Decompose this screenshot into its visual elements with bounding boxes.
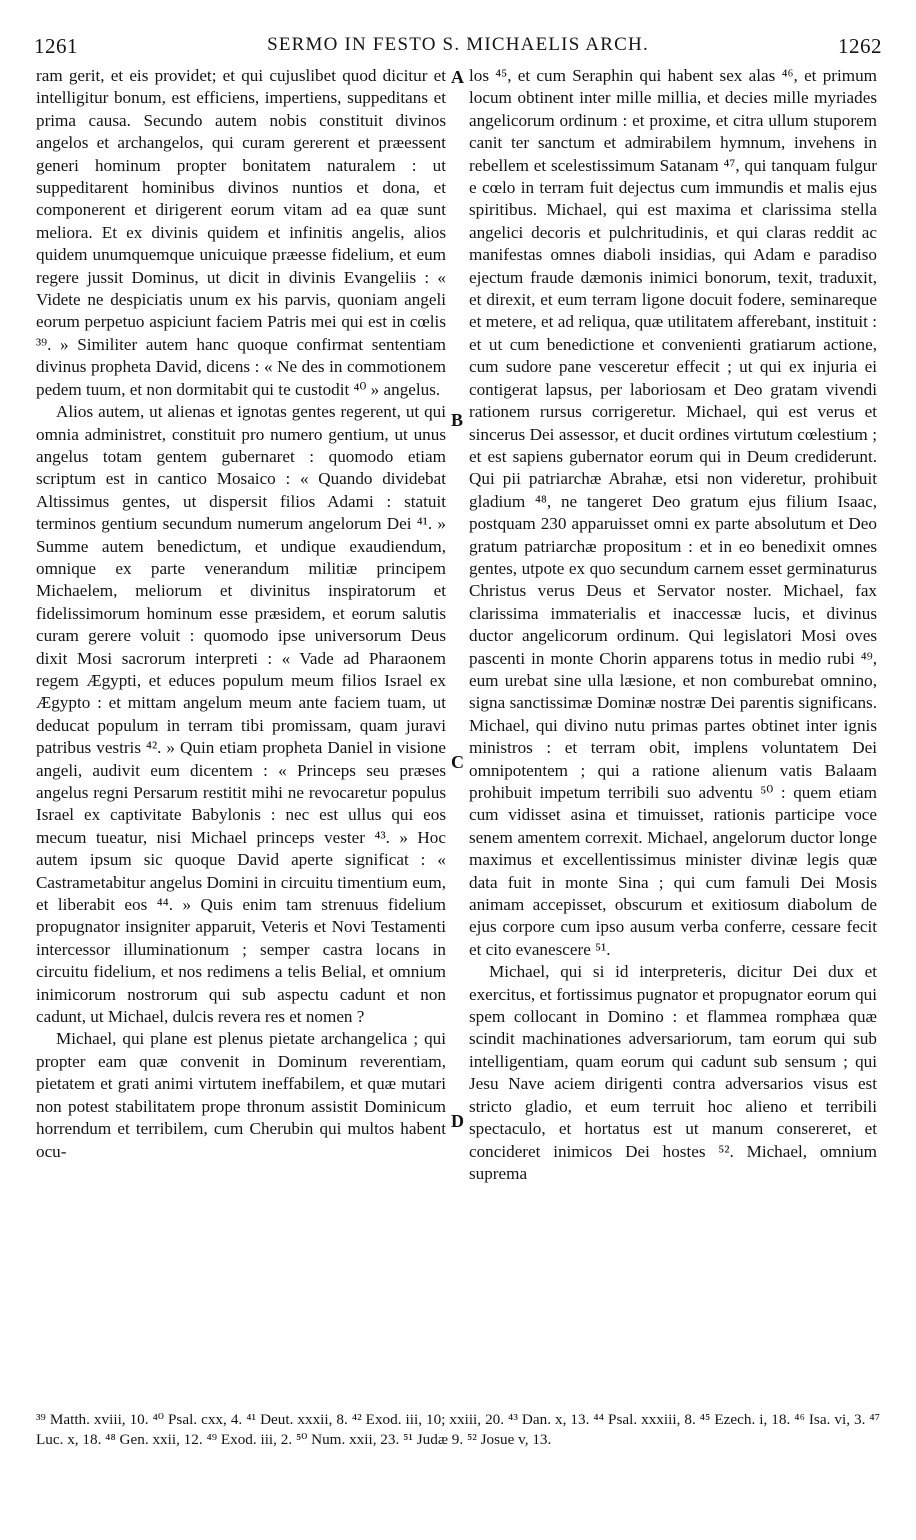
running-title: SERMO IN FESTO S. MICHAELIS ARCH. bbox=[267, 34, 649, 55]
right-column bbox=[469, 65, 877, 1185]
left-column bbox=[36, 65, 446, 1163]
paragraph: ram gerit, et eis providet; et qui cujuslibet quod dicitur et intelligitur bonum, est efficiens, impertiens, suppeditans et prima causa. Secundo autem nobis constituit divinos angelos et archangelos, qui curam gererent et præessent generi hominum propter bonitatem naturalem : ut suppeditarent hominibus divinos nuntios et dona, et componerent et dirigerent eorum vitam ad ea quæ sunt meliora. Et ex divinis quidem et infinitis angelis, alios quidem unumquemque unicuique præesse fidelium, et eum regere jussit Dominus, ut dicit in divinis Evangeliis : « Videte ne despiciatis unum ex his parvis, quoniam angeli eorum perpetuo aspiciunt faciem Patris mei qui est in cœlis ³⁹. » Similiter autem hanc quoque confirmat sententiam divinus propheta David, dicens : « Ne des in commotionem pedem tuum, et non dormitabit qui te custodit ⁴⁰ » angelus. bbox=[36, 66, 446, 399]
paragraph: Alios autem, ut alienas et ignotas gentes regerent, ut qui omnia administret, constituit pro numero gentium, ut unus angelus totam gentem gubernaret : quomodo etiam scriptum est in cantico Mosaico : « Quando dividebat Altissimus gentes, ut dispersit filios Adami : statuit terminos gentium secundum numerum angelorum Dei ⁴¹. » Summe autem benedictum, et undique exaudiendum, omnique ex parte venerandum militiæ principem Michaelem, meliorum et divinitus inspiratorum et fidelissimorum hominum esse præsidem, et eorum salutis curam gerere voluit : quomodo ipse universorum Deus dixit Mosi sacrorum interpreti : « Vade ad Pharaonem regem Ægypti, et educes populum meum filios Israel ex Ægypto : et mittam angelum meum ante faciem tuam, ut deducat populum in terram tibi promissam, quam juravi patribus vestris ⁴². » Quin etiam propheta Daniel in visione angeli, audivit eum dicentem : « Princeps seu præses angelus regni Persarum restitit mihi ne revocaretur populus Israel ex captivitate Babylonis : nec est ullus qui eos mecum tueatur, nisi Michael princeps vester ⁴³. » Hoc autem ipsum sic quoque David aperte significat : « Castrametabitur angelus Domini in circuitu timentium eum, et liberabit eos ⁴⁴. » Quis enim tam strenuus fidelium propugnator insigniter apparuit, Veteris et Novi Testamenti intercessor illuminationum ; semper castra locans in circuitu fidelium, et nos redimens a telis Belial, et omnium inimicorum nostrorum qui sub aspectu cadunt et non cadunt, ut Michael, dulcis revera res et nomen ? bbox=[36, 402, 446, 1027]
margin-marker-b: B bbox=[451, 410, 464, 430]
paragraph: Michael, qui si id interpreteris, dicitur Dei dux et exercitus, et fortissimus pugnator et propugnator eorum qui spem collocant in Domino : et flammea romphæa quæ scindit machinationes adversariorum, tam eorum qui sub intelligentiam, quam eorum qui cadunt sub sensum ; qui Jesu Nave aciem dirigenti contra adversarios visus est stricto gladio, et eum terruit hoc alieno et terribili spectaculo, et hortatus est ut manum consereret, et concideret inimicos Dei hostes ⁵². Michael, omnium suprema bbox=[469, 962, 877, 1183]
footnotes: ³⁹ Matth. xviii, 10. ⁴⁰ Psal. cxx, 4. ⁴¹ Deut. xxxii, 8. ⁴² Exod. iii, 10; xxiii, 20. ⁴³ Dan. x, 13. ⁴⁴ Psal. xxxiii, 8. ⁴⁵ Ezech. i, 18. ⁴⁶ Isa. vi, 3. ⁴⁷ Luc. x, 18. ⁴⁸ Gen. xxii, 12. ⁴⁹ Exod. iii, 2. ⁵⁰ Num. xxii, 23. ⁵¹ Judæ 9. ⁵² Josue v, 13. bbox=[36, 1411, 880, 1448]
margin-marker-a: A bbox=[451, 67, 464, 87]
margin-marker-c: C bbox=[451, 752, 464, 772]
right-page-number: 1262 bbox=[838, 34, 882, 58]
left-page-number: 1261 bbox=[34, 34, 78, 58]
paragraph: los ⁴⁵, et cum Seraphin qui habent sex alas ⁴⁶, et primum locum obtinent inter mille millia, et decies mille myriades angelicorum ordinum : et proxime, et citra ullum stuporem canit ter sanctum et admirabilem hymnum, invehens in rebellem et scelestissimum Satanam ⁴⁷, qui tanquam fulgur e cœlo in terram fuit dejectus cum immundis et malis ejus spiritibus. Michael, qui est maxima et clarissima stella angelici decoris et pulchritudinis, et qui claras reddit ac manifestas omnes diaboli insidias, qui Adam e paradiso ejectum fraude dæmonis inimici bonorum, texit, traduxit, et direxit, et eum terram ligone docuit fodere, seminareque et metere, et ad reliqua, quæ utilitatem afferebant, instituit : et ut cum benedictione et convenienti gratiarum actione, cum sudore pane vesceretur effecit ; ut qui ex injuria ei contigerat lapsus, per laboriosam et Deo gratam vivendi rationem rursus corrigeretur. Michael, qui est verus et sincerus Dei assessor, et ducit ordines virtutum cœlestium ; et est sapiens gubernator eorum qui in Deum crediderunt. Qui pii patriarchæ Abrahæ, etsi non videretur, prohibuit gladium ⁴⁸, ne tangeret Deo gratum ejus filium Isaac, postquam 230 apparuisset omni ex parte absolutum et Deo gratum patriarchæ propositum : et in eo benedixit omnes gentes, utpote ex quo secundum carnem esset germinaturus Christus verus Deus et Servator noster. Michael, fax clarissima immaterialis et inaccessæ lucis, et divinus ductor angelicorum ordinum. Qui legislatori Mosi oves pascenti in monte Chorin apparens totus in medio rubi ⁴⁹, eum urebat sine ulla læsione, et non comburebat omnino, signa sanctissimæ Dominæ nostræ Dei parentis significans. Michael, qui divino nutu primas partes obtinet inter ignis ministros : et terram obit, implens voluntatem Dei omnipotentem ; qui a ratione alienum vatis Balaam prohibuit impetum terribili suo adventu ⁵⁰ : quem etiam cum vidisset asina et timuisset, rationis participe voce senem amentem correxit. Michael, angelorum ductor longe maximus et excellentissimus minister divinæ legis quæ data fuit in monte Sina ; qui cum famuli Dei Mosis animam accepisset, obscurum et exitiosum diabolum de ejus corpore cum ipso ausum verba conferre, cessare fecit et cito evanescere ⁵¹. bbox=[469, 66, 877, 959]
paragraph: Michael, qui plane est plenus pietate archangelica ; qui propter eam quæ convenit in Dominum reverentiam, pietatem et grati animi virtutem ineffabilem, et quæ mutari non potest stabilitatem prope thronum assistit Dominicum horrendum et terribilem, cum Cherubin qui multos habent ocu- bbox=[36, 1029, 446, 1161]
margin-marker-d: D bbox=[451, 1111, 464, 1131]
page-header bbox=[34, 34, 882, 60]
